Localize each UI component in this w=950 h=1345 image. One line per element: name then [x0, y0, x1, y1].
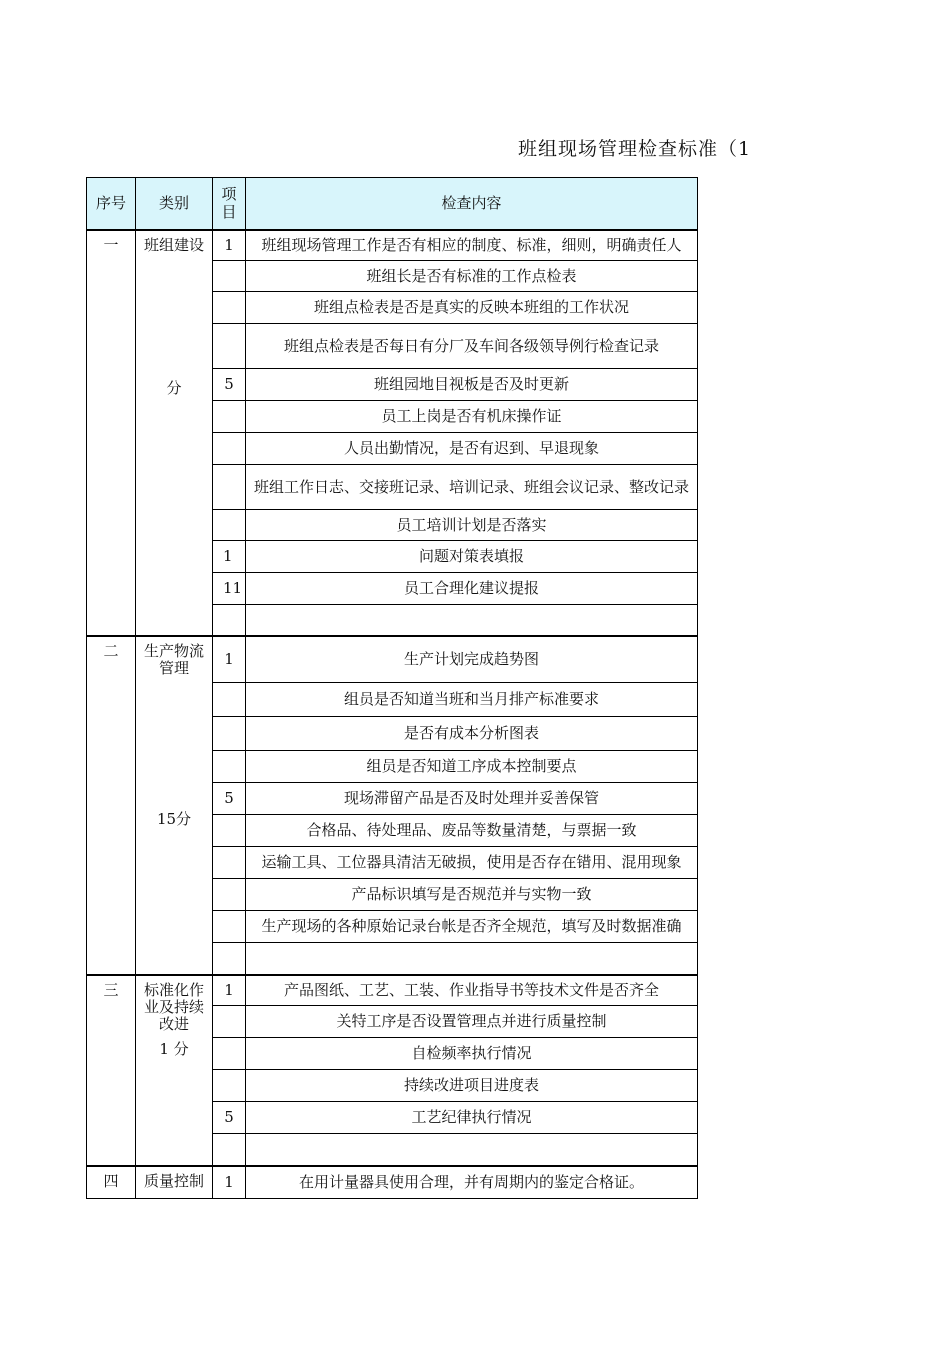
- row-content: 班组工作日志、交接班记录、培训记录、班组会议记录、整改记录: [246, 465, 698, 510]
- row-content: 班组现场管理工作是否有相应的制度、标准，细则，明确责任人: [246, 230, 698, 261]
- row-points: 1: [213, 636, 246, 683]
- row-content: 自检频率执行情况: [246, 1038, 698, 1070]
- row-content: 员工上岗是否有机床操作证: [246, 401, 698, 433]
- header-row: [87, 178, 698, 230]
- section-score: 分: [166, 378, 182, 397]
- section-category-name: 标准化作业及持续改进: [143, 980, 204, 1033]
- section-seq: 一: [87, 230, 136, 636]
- row-content: [246, 605, 698, 636]
- row-points: 1: [213, 541, 246, 573]
- row-content: 人员出勤情况，是否有迟到、早退现象: [246, 433, 698, 465]
- row-points: [213, 815, 246, 847]
- section-category-name: 生产物流管理: [143, 641, 204, 677]
- section-seq: 二: [87, 636, 136, 975]
- row-points: [213, 683, 246, 717]
- row-content: 现场滞留产品是否及时处理并妥善保管: [246, 783, 698, 815]
- table-row: [87, 975, 698, 1006]
- row-points: [213, 751, 246, 783]
- row-points: 1: [213, 1166, 246, 1199]
- page-title: 班组现场管理检查标准（1: [518, 138, 752, 160]
- section-category-name: 班组建设: [143, 235, 204, 254]
- row-points: [213, 401, 246, 433]
- header-seq: 序号: [87, 178, 136, 230]
- row-content: 工艺纪律执行情况: [246, 1102, 698, 1134]
- header-category: 类别: [136, 178, 213, 230]
- header-content: 检查内容: [246, 178, 698, 230]
- row-points: 1: [213, 230, 246, 261]
- table-row: [87, 1166, 698, 1199]
- row-content: 组员是否知道工序成本控制要点: [246, 751, 698, 783]
- row-points: [213, 717, 246, 751]
- row-points: [213, 292, 246, 324]
- section-score: 1 分: [159, 1039, 189, 1058]
- row-points: [213, 911, 246, 943]
- row-content: 员工培训计划是否落实: [246, 510, 698, 541]
- row-points: 5: [213, 1102, 246, 1134]
- row-points: 11: [213, 573, 246, 605]
- row-points: [213, 879, 246, 911]
- row-content: 生产计划完成趋势图: [246, 636, 698, 683]
- table-body: [87, 230, 698, 1199]
- row-points: [213, 324, 246, 369]
- row-content: 产品标识填写是否规范并与实物一致: [246, 879, 698, 911]
- section-score: 15分: [156, 809, 192, 828]
- row-content: [246, 1134, 698, 1166]
- table-row: [87, 230, 698, 261]
- inspection-table: [86, 177, 698, 1199]
- header-points: [213, 178, 246, 230]
- row-content: 关特工序是否设置管理点并进行质量控制: [246, 1006, 698, 1038]
- header-points-text: 项 目: [221, 185, 237, 222]
- row-content: 班组点检表是否每日有分厂及车间各级领导例行检查记录: [246, 324, 698, 369]
- row-points: [213, 1134, 246, 1166]
- row-points: [213, 1038, 246, 1070]
- row-content: [246, 943, 698, 975]
- section-category-name: 质量控制: [143, 1171, 204, 1190]
- section-seq: 三: [87, 975, 136, 1166]
- row-content: 组员是否知道当班和当月排产标准要求: [246, 683, 698, 717]
- row-points: [213, 465, 246, 510]
- row-points: 5: [213, 783, 246, 815]
- row-points: [213, 943, 246, 975]
- row-points: [213, 1006, 246, 1038]
- row-points: [213, 1070, 246, 1102]
- row-content: 问题对策表填报: [246, 541, 698, 573]
- row-content: 持续改进项目进度表: [246, 1070, 698, 1102]
- row-content: 合格品、待处理品、废品等数量清楚，与票据一致: [246, 815, 698, 847]
- row-points: 1: [213, 975, 246, 1006]
- row-content: 产品图纸、工艺、工装、作业指导书等技术文件是否齐全: [246, 975, 698, 1006]
- row-content: 班组点检表是否是真实的反映本班组的工作状况: [246, 292, 698, 324]
- row-points: [213, 510, 246, 541]
- row-content: 在用计量器具使用合理，并有周期内的鉴定合格证。: [246, 1166, 698, 1199]
- row-points: [213, 261, 246, 292]
- section-seq: 四: [87, 1166, 136, 1199]
- row-content: 员工合理化建议提报: [246, 573, 698, 605]
- section-category: [136, 636, 213, 975]
- row-points: [213, 847, 246, 879]
- row-points: [213, 433, 246, 465]
- row-content: 是否有成本分析图表: [246, 717, 698, 751]
- row-content: 班组园地目视板是否及时更新: [246, 369, 698, 401]
- row-content: 班组长是否有标准的工作点检表: [246, 261, 698, 292]
- section-category: [136, 1166, 213, 1199]
- section-category: [136, 975, 213, 1166]
- table-row: [87, 636, 698, 683]
- row-content: 生产现场的各种原始记录台帐是否齐全规范，填写及时数据准确: [246, 911, 698, 943]
- section-category: [136, 230, 213, 636]
- row-content: 运输工具、工位器具清洁无破损，使用是否存在错用、混用现象: [246, 847, 698, 879]
- row-points: [213, 605, 246, 636]
- row-points: 5: [213, 369, 246, 401]
